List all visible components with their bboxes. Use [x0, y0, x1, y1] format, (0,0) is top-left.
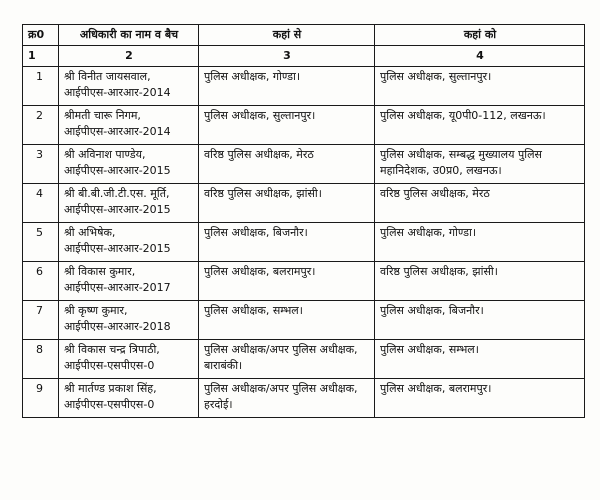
from-post: पुलिस अधीक्षक, सम्भल।: [204, 303, 303, 317]
to-cell: [375, 300, 585, 339]
to-cell: [375, 105, 585, 144]
officer-cell: [59, 222, 199, 261]
officer-batch: आईपीएस-आरआर-2017: [64, 280, 171, 294]
from-cell: [199, 66, 375, 105]
to-cell: [375, 222, 585, 261]
from-cell: [199, 183, 375, 222]
table-row: [23, 144, 585, 183]
to-post: वरिष्ठ पुलिस अधीक्षक, मेरठ: [380, 186, 490, 200]
officer-batch: आईपीएस-आरआर-2015: [64, 202, 171, 216]
table-row: [23, 300, 585, 339]
officer-cell: [59, 378, 199, 417]
to-post-line2: महानिदेशक, उ0प्र0, लखनऊ।: [380, 163, 502, 177]
serial-cell: 5: [23, 222, 59, 261]
table-row: [23, 222, 585, 261]
officer-name: श्री अविनाश पाण्डेय,: [64, 147, 146, 161]
officer-batch: आईपीएस-आरआर-2018: [64, 319, 171, 333]
table-row: [23, 339, 585, 378]
from-post: पुलिस अधीक्षक, गोण्डा।: [204, 69, 301, 83]
table-row: [23, 183, 585, 222]
officer-name: श्री विनीत जायसवाल,: [64, 69, 151, 83]
table-row: [23, 66, 585, 105]
to-post: पुलिस अधीक्षक, सुल्तानपुर।: [380, 69, 492, 83]
table-row: [23, 378, 585, 417]
serial-cell: 7: [23, 300, 59, 339]
officer-name: श्री मार्तण्ड प्रकाश सिंह,: [64, 381, 157, 395]
column-number-row: [23, 46, 585, 67]
to-post: पुलिस अधीक्षक, सम्बद्ध मुख्यालय पुलिस: [380, 147, 542, 161]
officer-name: श्रीमती चारू निगम,: [64, 108, 141, 122]
to-cell: [375, 378, 585, 417]
officer-batch: आईपीएस-एसपीएस-0: [64, 358, 155, 372]
serial-cell: 6: [23, 261, 59, 300]
serial-cell: 2: [23, 105, 59, 144]
officer-batch: आईपीएस-आरआर-2015: [64, 241, 171, 255]
column-number-4: 4: [375, 46, 585, 67]
from-post: पुलिस अधीक्षक, बिजनौर।: [204, 225, 308, 239]
table-row: [23, 105, 585, 144]
serial-cell: 1: [23, 66, 59, 105]
to-cell: [375, 261, 585, 300]
officer-name: श्री विकास कुमार,: [64, 264, 136, 278]
column-number-2: 2: [59, 46, 199, 67]
officer-batch: आईपीएस-आरआर-2015: [64, 163, 171, 177]
to-cell: [375, 339, 585, 378]
from-post-line2: हरदोई।: [204, 397, 233, 411]
serial-cell: 3: [23, 144, 59, 183]
from-post: पुलिस अधीक्षक, बलरामपुर।: [204, 264, 316, 278]
serial-cell: 8: [23, 339, 59, 378]
officer-cell: [59, 66, 199, 105]
officer-name: श्री कृष्ण कुमार,: [64, 303, 128, 317]
officer-batch: आईपीएस-आरआर-2014: [64, 85, 171, 99]
header-row: [23, 25, 585, 46]
officer-name: श्री अभिषेक,: [64, 225, 116, 239]
from-cell: [199, 378, 375, 417]
from-cell: [199, 105, 375, 144]
to-post: पुलिस अधीक्षक, गोण्डा।: [380, 225, 477, 239]
from-cell: [199, 339, 375, 378]
table-row: [23, 261, 585, 300]
from-post: पुलिस अधीक्षक/अपर पुलिस अधीक्षक,: [204, 381, 358, 395]
column-number-3: 3: [199, 46, 375, 67]
officer-cell: [59, 144, 199, 183]
to-post: वरिष्ठ पुलिस अधीक्षक, झांसी।: [380, 264, 498, 278]
officer-cell: [59, 105, 199, 144]
from-post: वरिष्ठ पुलिस अधीक्षक, झांसी।: [204, 186, 322, 200]
from-post: पुलिस अधीक्षक, सुल्तानपुर।: [204, 108, 316, 122]
serial-cell: 9: [23, 378, 59, 417]
transfer-table: [22, 24, 585, 418]
to-cell: [375, 144, 585, 183]
from-cell: [199, 144, 375, 183]
officer-cell: [59, 261, 199, 300]
officer-name: श्री विकास चन्द्र त्रिपाठी,: [64, 342, 160, 356]
from-cell: [199, 261, 375, 300]
from-post: वरिष्ठ पुलिस अधीक्षक, मेरठ: [204, 147, 314, 161]
to-cell: [375, 66, 585, 105]
from-cell: [199, 300, 375, 339]
officer-batch: आईपीएस-एसपीएस-0: [64, 397, 155, 411]
officer-cell: [59, 300, 199, 339]
header-from: कहां से: [199, 25, 375, 46]
to-post: पुलिस अधीक्षक, यू0पी0-112, लखनऊ।: [380, 108, 546, 122]
officer-cell: [59, 183, 199, 222]
from-post: पुलिस अधीक्षक/अपर पुलिस अधीक्षक,: [204, 342, 358, 356]
header-to: कहां को: [375, 25, 585, 46]
from-cell: [199, 222, 375, 261]
header-officer-name-batch: अधिकारी का नाम व बैच: [59, 25, 199, 46]
to-cell: [375, 183, 585, 222]
serial-cell: 4: [23, 183, 59, 222]
from-post-line2: बाराबंकी।: [204, 358, 243, 372]
column-number-1: 1: [23, 46, 59, 67]
to-post: पुलिस अधीक्षक, बिजनौर।: [380, 303, 484, 317]
header-serial: क्र0: [23, 25, 59, 46]
to-post: पुलिस अधीक्षक, सम्भल।: [380, 342, 479, 356]
officer-cell: [59, 339, 199, 378]
officer-batch: आईपीएस-आरआर-2014: [64, 124, 171, 138]
to-post: पुलिस अधीक्षक, बलरामपुर।: [380, 381, 492, 395]
officer-name: श्री बी.बी.जी.टी.एस. मूर्ति,: [64, 186, 170, 200]
